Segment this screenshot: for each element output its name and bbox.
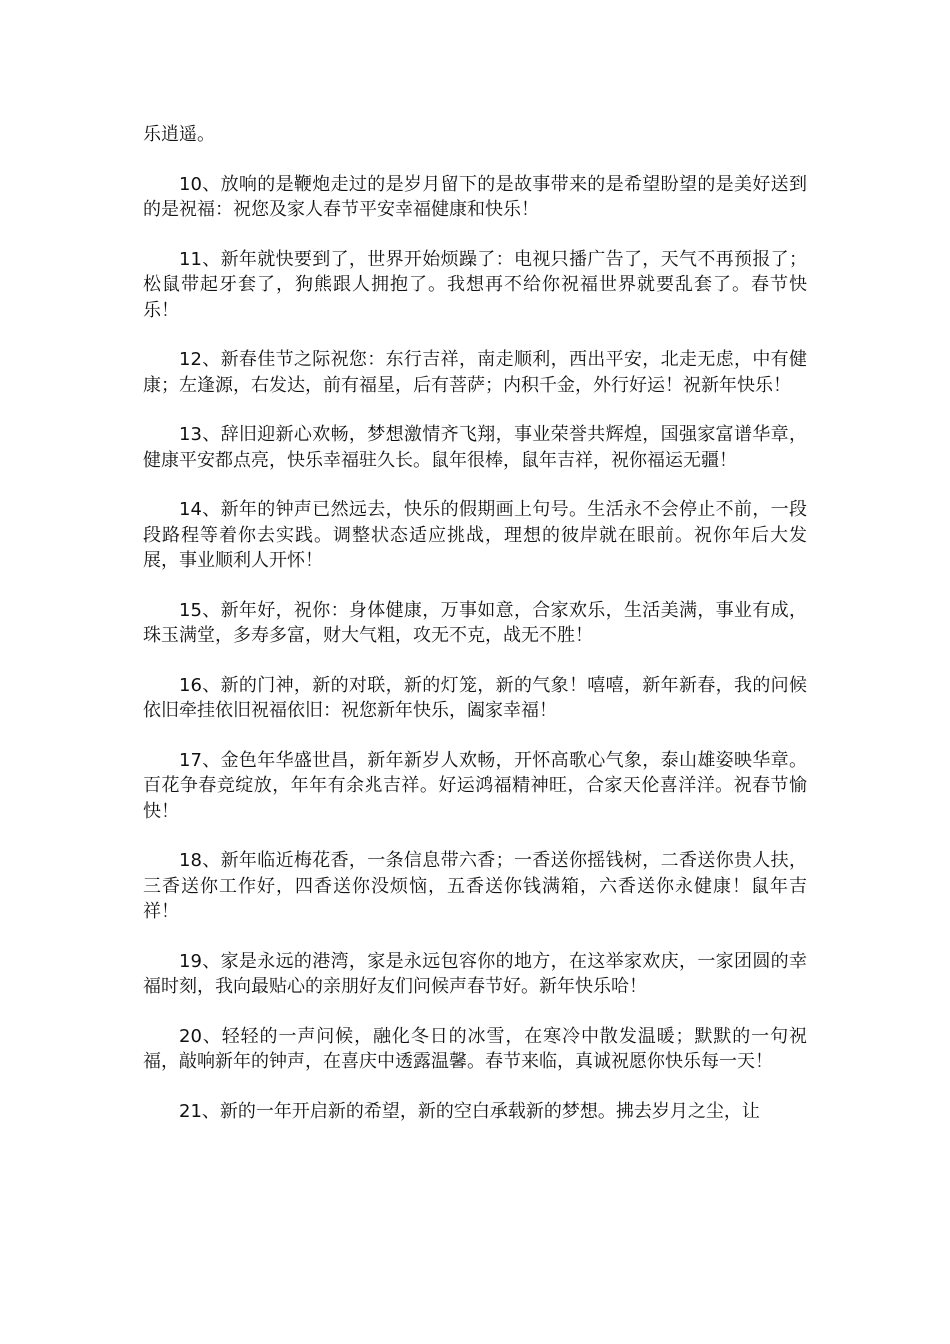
- paragraph-18: 18、新年临近梅花香，一条信息带六香；一香送你摇钱树，二香送你贵人扶，三香送你工作好，四香送你没烦恼，五香送你钱满箱，六香送你永健康！鼠年吉祥！: [143, 850, 807, 922]
- paragraph-13: 13、辞旧迎新心欢畅，梦想激情齐飞翔，事业荣誉共辉煌，国强家富谱华章，健康平安都点亮，快乐幸福驻久长。鼠年很棒，鼠年吉祥，祝你福运无疆！: [143, 424, 807, 471]
- paragraph-continuation: 乐逍遥。: [143, 124, 215, 145]
- paragraph-21: 21、新的一年开启新的希望，新的空白承载新的梦想。拂去岁月之尘，让: [179, 1100, 760, 1122]
- paragraph-16: 16、新的门神，新的对联，新的灯笼，新的气象！嘻嘻，新年新春，我的问候依旧牵挂依旧祝福依旧：祝您新年快乐，阖家幸福！: [143, 674, 807, 721]
- paragraph-10: 10、放响的是鞭炮走过的是岁月留下的是故事带来的是希望盼望的是美好送到的是祝福：祝您及家人春节平安幸福健康和快乐！: [143, 173, 807, 220]
- paragraph-17: 17、金色年华盛世昌，新年新岁人欢畅，开怀高歌心气象，泰山雄姿映华章。百花争春竞绽放，年年有余兆吉祥。好运鸿福精神旺，合家天伦喜洋洋。祝春节愉快！: [143, 749, 807, 822]
- paragraph-11: 11、新年就快要到了，世界开始烦躁了：电视只播广告了，天气不再预报了；松鼠带起牙套了，狗熊跟人拥抱了。我想再不给你祝福世界就要乱套了。春节快乐！: [143, 248, 807, 321]
- paragraph-20: 20、轻轻的一声问候，融化冬日的冰雪，在寒冷中散发温暖；默默的一句祝福，敲响新年的钟声，在喜庆中透露温馨。春节来临，真诚祝愿你快乐每一天！: [143, 1025, 807, 1072]
- paragraph-15: 15、新年好，祝你：身体健康，万事如意，合家欢乐，生活美满，事业有成，珠玉满堂，多寿多富，财大气粗，攻无不克，战无不胜！: [143, 599, 807, 646]
- paragraph-19: 19、家是永远的港湾，家是永远包容你的地方，在这举家欢庆，一家团圆的幸福时刻，我向最贴心的亲朋好友们问候声春节好。新年快乐哈！: [143, 950, 807, 997]
- paragraph-12: 12、新春佳节之际祝您：东行吉祥，南走顺利，西出平安，北走无虑，中有健康；左逢源，右发达，前有福星，后有菩萨；内积千金，外行好运！祝新年快乐！: [143, 349, 807, 396]
- paragraph-14: 14、新年的钟声已然远去，快乐的假期画上句号。生活永不会停止不前，一段段路程等着你去实践。调整状态适应挑战，理想的彼岸就在眼前。祝你年后大发展，事业顺利人开怀！: [143, 499, 807, 571]
- document-page: [143, 122, 807, 1148]
